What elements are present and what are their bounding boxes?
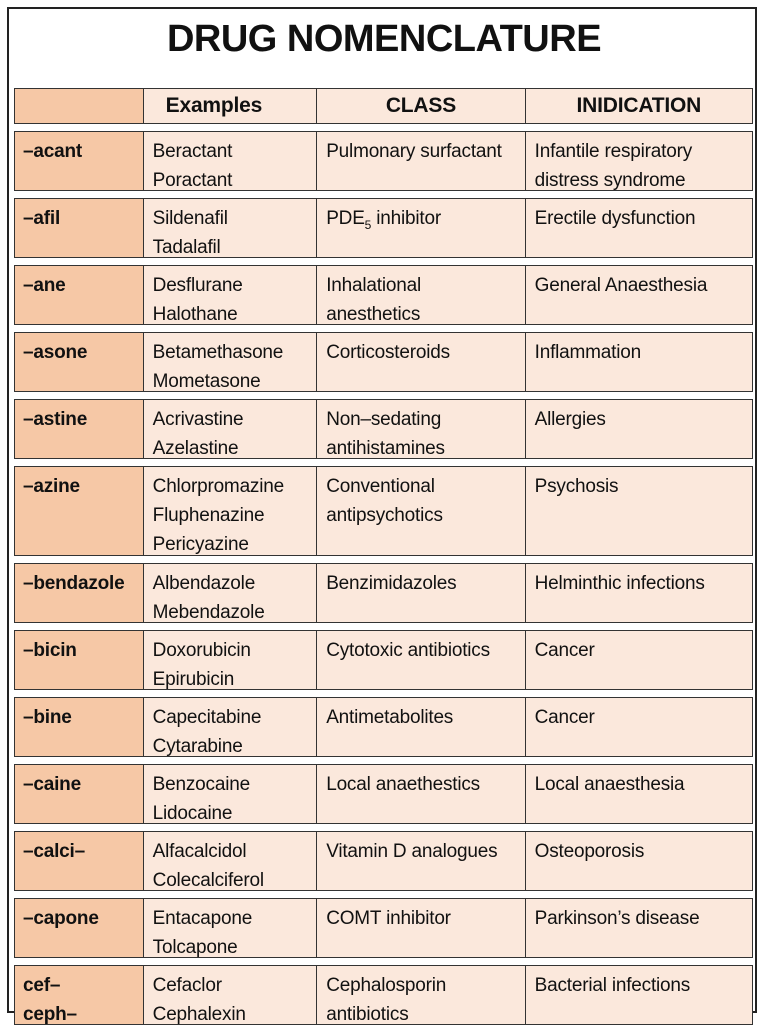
nomenclature-table — [14, 88, 753, 1032]
header-stem — [15, 89, 143, 123]
examples-cell — [143, 132, 317, 190]
example-line: Alfacalcidol — [152, 841, 247, 862]
examples-cell — [143, 400, 317, 458]
stem-cell: –asone — [15, 333, 143, 391]
table-row — [14, 198, 753, 258]
indication-cell — [525, 400, 752, 458]
examples-cell — [143, 966, 317, 1024]
indication-line: Allergies — [534, 409, 606, 430]
class-cell — [316, 199, 524, 257]
indication-line: Cancer — [534, 707, 595, 728]
indication-cell — [525, 333, 752, 391]
class-cell — [316, 564, 524, 622]
table-row — [14, 965, 753, 1025]
stem-cell: –ane — [15, 266, 143, 324]
table-row — [14, 131, 753, 191]
stem-cell: –azine — [15, 467, 143, 555]
example-line: Acrivastine — [152, 409, 244, 430]
class-cell — [316, 966, 524, 1024]
example-line: Capecitabine — [152, 707, 262, 728]
class-line: antibiotics — [326, 1004, 409, 1025]
indication-cell — [525, 564, 752, 622]
example-line: Betamethasone — [152, 342, 284, 363]
table-row — [14, 466, 753, 556]
example-line: Albendazole — [152, 573, 256, 594]
indication-line: General Anaesthesia — [534, 275, 708, 296]
examples-cell — [143, 631, 317, 689]
stem-cell — [15, 966, 143, 1024]
class-cell — [316, 132, 524, 190]
indication-cell — [525, 631, 752, 689]
indication-line: Parkinson’s disease — [534, 908, 700, 929]
stem-cell: –afil — [15, 199, 143, 257]
class-line: $PDE_5$ inhibitor — [326, 208, 441, 232]
table-row — [14, 898, 753, 958]
class-line: antihistamines — [326, 438, 445, 459]
table-row — [14, 563, 753, 623]
indication-cell — [525, 698, 752, 756]
class-line: Non–sedating — [326, 409, 442, 430]
class-line: Benzimidazoles — [326, 573, 457, 594]
indication-cell — [525, 467, 752, 555]
example-line: Doxorubicin — [152, 640, 251, 661]
page-title: DRUG NOMENCLATURE — [166, 18, 602, 60]
class-cell — [316, 333, 524, 391]
indication-cell — [525, 132, 752, 190]
indication-line: Erectile dysfunction — [534, 208, 696, 229]
example-line: Entacapone — [152, 908, 253, 929]
class-line: Vitamin D analogues — [326, 841, 498, 862]
class-cell — [316, 266, 524, 324]
indication-line: Local anaesthesia — [534, 774, 685, 795]
class-cell — [316, 832, 524, 890]
stem-cell: –bendazole — [15, 564, 143, 622]
indication-cell — [525, 899, 752, 957]
examples-cell — [143, 199, 317, 257]
stem-cell: –astine — [15, 400, 143, 458]
examples-cell — [143, 564, 317, 622]
example-line: Pericyazine — [152, 534, 249, 555]
examples-cell — [143, 832, 317, 890]
stem-cell: –acant — [15, 132, 143, 190]
example-line: Fluphenazine — [152, 505, 265, 526]
example-line: Desflurane — [152, 275, 243, 296]
example-line: Cytarabine — [152, 736, 243, 757]
class-cell — [316, 899, 524, 957]
example-line: Colecalciferol — [152, 870, 264, 891]
example-line: Halothane — [152, 304, 238, 325]
examples-cell — [143, 467, 317, 555]
stem-cell: –bine — [15, 698, 143, 756]
example-line: Chlorpromazine — [152, 476, 284, 497]
header-class: CLASS — [316, 89, 524, 123]
indication-line: Infantile respiratory — [534, 141, 692, 162]
example-line: Epirubicin — [152, 669, 235, 690]
indication-cell — [525, 199, 752, 257]
examples-cell — [143, 333, 317, 391]
stem-cell: –bicin — [15, 631, 143, 689]
class-line: Inhalational — [326, 275, 421, 296]
examples-cell — [143, 765, 317, 823]
indication-line: distress syndrome — [534, 170, 686, 191]
table-header-row — [14, 88, 753, 124]
stem-cell: –caine — [15, 765, 143, 823]
indication-line: Osteoporosis — [534, 841, 645, 862]
example-line: Tolcapone — [152, 937, 238, 958]
table-row — [14, 332, 753, 392]
indication-line: Bacterial infections — [534, 975, 691, 996]
class-line: Cytotoxic antibiotics — [326, 640, 490, 661]
class-line: Pulmonary surfactant — [326, 141, 502, 162]
class-line: Cephalosporin — [326, 975, 447, 996]
indication-cell — [525, 266, 752, 324]
examples-cell — [143, 698, 317, 756]
example-line: Cephalexin — [152, 1004, 246, 1025]
indication-cell — [525, 765, 752, 823]
class-line: antipsychotics — [326, 505, 443, 526]
example-line: Lidocaine — [152, 803, 233, 824]
indication-cell — [525, 966, 752, 1024]
header-indication: INIDICATION — [525, 89, 752, 123]
header-examples: Examples — [143, 89, 317, 123]
indication-cell — [525, 832, 752, 890]
examples-cell — [143, 266, 317, 324]
class-line: Antimetabolites — [326, 707, 454, 728]
stem-cell: –calci– — [15, 832, 143, 890]
class-cell — [316, 765, 524, 823]
indication-line: Psychosis — [534, 476, 619, 497]
example-line: Tadalafil — [152, 237, 221, 258]
indication-line: Cancer — [534, 640, 595, 661]
table-row — [14, 764, 753, 824]
example-line: Sildenafil — [152, 208, 228, 229]
class-line: COMT inhibitor — [326, 908, 451, 929]
table-row — [14, 265, 753, 325]
stem-label: cef– ceph– — [23, 975, 77, 1025]
example-line: Azelastine — [152, 438, 239, 459]
table-row — [14, 831, 753, 891]
class-cell — [316, 467, 524, 555]
table-row — [14, 399, 753, 459]
class-line: anesthetics — [326, 304, 421, 325]
class-line: Conventional — [326, 476, 435, 497]
class-cell — [316, 400, 524, 458]
example-line: Poractant — [152, 170, 233, 191]
indication-line: Inflammation — [534, 342, 641, 363]
class-cell — [316, 631, 524, 689]
examples-cell — [143, 899, 317, 957]
class-line: Local anaethestics — [326, 774, 480, 795]
example-line: Mebendazole — [152, 602, 265, 623]
class-cell — [316, 698, 524, 756]
table-row — [14, 630, 753, 690]
table-row — [14, 697, 753, 757]
example-line: Mometasone — [152, 371, 261, 392]
example-line: Benzocaine — [152, 774, 250, 795]
stem-cell: –capone — [15, 899, 143, 957]
example-line: Beractant — [152, 141, 233, 162]
example-line: Cefaclor — [152, 975, 222, 996]
class-line: Corticosteroids — [326, 342, 450, 363]
indication-line: Helminthic infections — [534, 573, 705, 594]
